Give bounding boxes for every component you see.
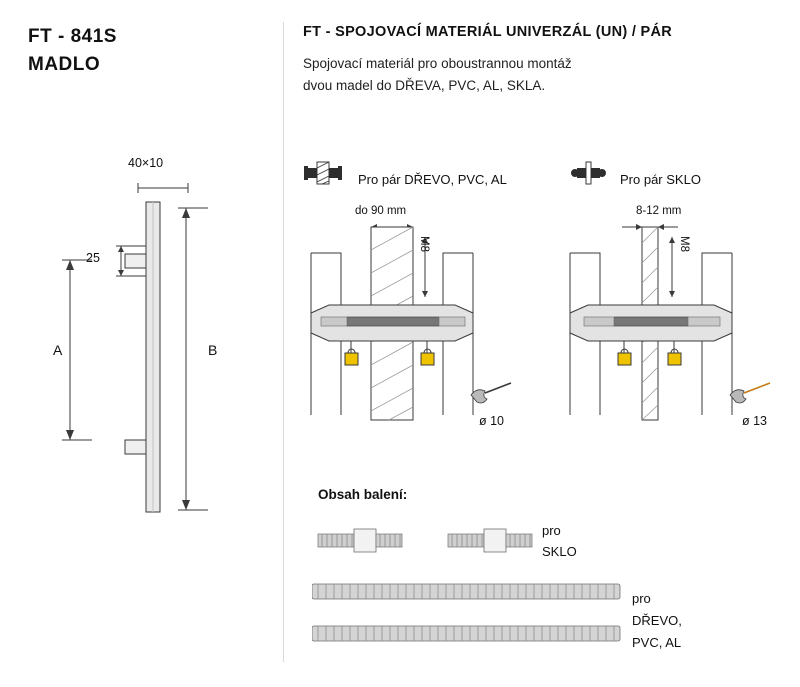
glass-drill-label: ø 13 (742, 414, 768, 428)
dimension-b-label: B (208, 342, 218, 358)
profile-dimension-label: 40×10 (128, 156, 164, 170)
wood-mount-icon (303, 160, 345, 186)
package-wood-rods (312, 578, 632, 650)
drill-bit-icon-wood (471, 383, 511, 403)
glass-caption-line-2: SKLO (542, 544, 577, 559)
product-identity (28, 26, 268, 76)
glass-mount-icon (568, 160, 610, 186)
glass-section-label: Pro pár SKLO (620, 172, 701, 187)
header-description (303, 24, 773, 95)
wood-caption-line-3: PVC, AL (632, 635, 682, 650)
page-title: FT - SPOJOVACÍ MATERIÁL UNIVERZÁL (UN) / PÁR (303, 24, 672, 40)
subtitle-line-2: dvou madel do DŘEVA, PVC, AL, SKLA. (303, 77, 546, 93)
package-contents-title: Obsah balení: (318, 487, 408, 502)
subtitle-line-1: Spojovací materiál pro oboustrannou montáž (303, 56, 572, 71)
wood-section-label: Pro pár DŘEVO, PVC, AL (358, 172, 507, 187)
drill-bit-icon-glass (730, 383, 770, 403)
glass-thickness-label: 8-12 mm (636, 205, 682, 217)
product-code: FT - 841S (28, 26, 117, 47)
glass-section (568, 160, 610, 186)
offset-dimension-label: 25 (86, 251, 100, 265)
product-type: MADLO (28, 54, 101, 75)
wood-section (303, 160, 345, 186)
wood-thread-label: M8 (418, 236, 430, 252)
wood-caption-line-1: pro (632, 591, 651, 606)
handle-elevation-drawing (28, 150, 278, 560)
glass-caption-line-1: pro (542, 523, 561, 538)
wood-thickness-label: do 90 mm (355, 205, 407, 217)
glass-thread-label: M8 (678, 236, 690, 252)
vertical-divider (283, 22, 284, 662)
wood-caption-line-2: DŘEVO, (632, 613, 682, 628)
dimension-a-label: A (53, 342, 63, 358)
wood-drill-label: ø 10 (479, 414, 505, 428)
